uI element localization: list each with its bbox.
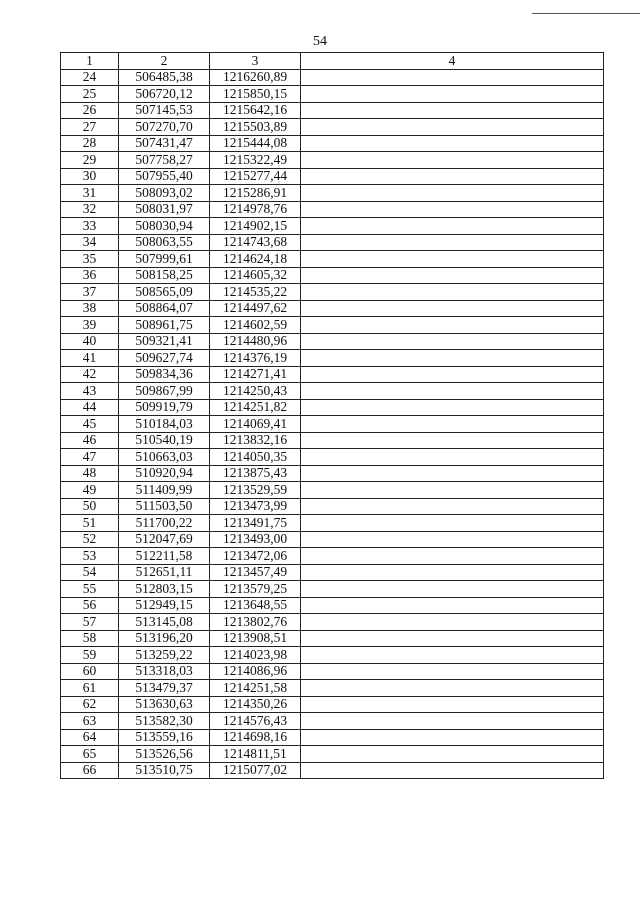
y-coordinate-cell: 1213457,49 (210, 564, 301, 581)
y-coordinate-cell: 1214978,76 (210, 201, 301, 218)
x-coordinate-cell: 508961,75 (119, 317, 210, 334)
y-coordinate-cell: 1215642,16 (210, 102, 301, 119)
x-coordinate-cell: 513510,75 (119, 762, 210, 779)
note-cell (301, 581, 604, 598)
y-coordinate-cell: 1213579,25 (210, 581, 301, 598)
point-number-cell: 53 (61, 548, 119, 565)
y-coordinate-cell: 1214624,18 (210, 251, 301, 268)
x-coordinate-cell: 513318,03 (119, 663, 210, 680)
note-cell (301, 168, 604, 185)
y-coordinate-cell: 1215503,89 (210, 119, 301, 136)
table-row (61, 102, 604, 119)
point-number-cell: 55 (61, 581, 119, 598)
note-cell (301, 465, 604, 482)
x-coordinate-cell: 508030,94 (119, 218, 210, 235)
table-row (61, 317, 604, 334)
point-number-cell: 47 (61, 449, 119, 466)
note-cell (301, 680, 604, 697)
note-cell (301, 614, 604, 631)
y-coordinate-cell: 1214743,68 (210, 234, 301, 251)
note-cell (301, 449, 604, 466)
table-row (61, 680, 604, 697)
note-cell (301, 86, 604, 103)
x-coordinate-cell: 513145,08 (119, 614, 210, 631)
point-number-cell: 51 (61, 515, 119, 532)
column-header: 4 (301, 53, 604, 70)
x-coordinate-cell: 508031,97 (119, 201, 210, 218)
y-coordinate-cell: 1214251,58 (210, 680, 301, 697)
y-coordinate-cell: 1215322,49 (210, 152, 301, 169)
column-header: 2 (119, 53, 210, 70)
x-coordinate-cell: 510920,94 (119, 465, 210, 482)
corner-mark (532, 13, 640, 14)
coordinates-table (60, 52, 604, 779)
y-coordinate-cell: 1213832,16 (210, 432, 301, 449)
table-body (61, 69, 604, 779)
table-row (61, 185, 604, 202)
point-number-cell: 41 (61, 350, 119, 367)
y-coordinate-cell: 1214811,51 (210, 746, 301, 763)
x-coordinate-cell: 509321,41 (119, 333, 210, 350)
table-row (61, 251, 604, 268)
table-row (61, 581, 604, 598)
note-cell (301, 69, 604, 86)
point-number-cell: 52 (61, 531, 119, 548)
table-row (61, 135, 604, 152)
x-coordinate-cell: 513582,30 (119, 713, 210, 730)
x-coordinate-cell: 508063,55 (119, 234, 210, 251)
x-coordinate-cell: 508158,25 (119, 267, 210, 284)
x-coordinate-cell: 507999,61 (119, 251, 210, 268)
note-cell (301, 663, 604, 680)
table-row (61, 498, 604, 515)
y-coordinate-cell: 1214576,43 (210, 713, 301, 730)
y-coordinate-cell: 1214086,96 (210, 663, 301, 680)
point-number-cell: 56 (61, 597, 119, 614)
point-number-cell: 35 (61, 251, 119, 268)
table-row (61, 729, 604, 746)
y-coordinate-cell: 1214251,82 (210, 399, 301, 416)
point-number-cell: 65 (61, 746, 119, 763)
y-coordinate-cell: 1214480,96 (210, 333, 301, 350)
y-coordinate-cell: 1214050,35 (210, 449, 301, 466)
note-cell (301, 597, 604, 614)
x-coordinate-cell: 508565,09 (119, 284, 210, 301)
table-row (61, 399, 604, 416)
point-number-cell: 62 (61, 696, 119, 713)
point-number-cell: 48 (61, 465, 119, 482)
note-cell (301, 119, 604, 136)
x-coordinate-cell: 513196,20 (119, 630, 210, 647)
page-number: 54 (313, 34, 327, 49)
table-row (61, 350, 604, 367)
x-coordinate-cell: 507270,70 (119, 119, 210, 136)
x-coordinate-cell: 512651,11 (119, 564, 210, 581)
note-cell (301, 498, 604, 515)
x-coordinate-cell: 513526,56 (119, 746, 210, 763)
point-number-cell: 34 (61, 234, 119, 251)
x-coordinate-cell: 511700,22 (119, 515, 210, 532)
y-coordinate-cell: 1213908,51 (210, 630, 301, 647)
note-cell (301, 696, 604, 713)
table-row (61, 333, 604, 350)
x-coordinate-cell: 509919,79 (119, 399, 210, 416)
x-coordinate-cell: 511503,50 (119, 498, 210, 515)
table-row (61, 383, 604, 400)
table-row (61, 69, 604, 86)
point-number-cell: 30 (61, 168, 119, 185)
y-coordinate-cell: 1214350,26 (210, 696, 301, 713)
note-cell (301, 630, 604, 647)
table-row (61, 713, 604, 730)
x-coordinate-cell: 507955,40 (119, 168, 210, 185)
point-number-cell: 29 (61, 152, 119, 169)
table-row (61, 218, 604, 235)
column-header: 1 (61, 53, 119, 70)
point-number-cell: 44 (61, 399, 119, 416)
column-header: 3 (210, 53, 301, 70)
x-coordinate-cell: 506485,38 (119, 69, 210, 86)
note-cell (301, 515, 604, 532)
note-cell (301, 201, 604, 218)
x-coordinate-cell: 508093,02 (119, 185, 210, 202)
table-row (61, 284, 604, 301)
point-number-cell: 43 (61, 383, 119, 400)
note-cell (301, 284, 604, 301)
note-cell (301, 185, 604, 202)
note-cell (301, 564, 604, 581)
x-coordinate-cell: 512803,15 (119, 581, 210, 598)
point-number-cell: 46 (61, 432, 119, 449)
table-row (61, 696, 604, 713)
table-row (61, 515, 604, 532)
note-cell (301, 647, 604, 664)
table-row (61, 119, 604, 136)
table-row (61, 86, 604, 103)
x-coordinate-cell: 507145,53 (119, 102, 210, 119)
note-cell (301, 482, 604, 499)
table-row (61, 152, 604, 169)
x-coordinate-cell: 512211,58 (119, 548, 210, 565)
point-number-cell: 31 (61, 185, 119, 202)
point-number-cell: 59 (61, 647, 119, 664)
note-cell (301, 300, 604, 317)
point-number-cell: 49 (61, 482, 119, 499)
point-number-cell: 45 (61, 416, 119, 433)
note-cell (301, 251, 604, 268)
y-coordinate-cell: 1214069,41 (210, 416, 301, 433)
x-coordinate-cell: 506720,12 (119, 86, 210, 103)
point-number-cell: 37 (61, 284, 119, 301)
point-number-cell: 64 (61, 729, 119, 746)
note-cell (301, 333, 604, 350)
table-row (61, 449, 604, 466)
y-coordinate-cell: 1213875,43 (210, 465, 301, 482)
point-number-cell: 54 (61, 564, 119, 581)
note-cell (301, 531, 604, 548)
note-cell (301, 102, 604, 119)
table-row (61, 647, 604, 664)
x-coordinate-cell: 507758,27 (119, 152, 210, 169)
y-coordinate-cell: 1216260,89 (210, 69, 301, 86)
point-number-cell: 42 (61, 366, 119, 383)
point-number-cell: 60 (61, 663, 119, 680)
table-row (61, 663, 604, 680)
point-number-cell: 38 (61, 300, 119, 317)
y-coordinate-cell: 1214605,32 (210, 267, 301, 284)
note-cell (301, 317, 604, 334)
y-coordinate-cell: 1213493,00 (210, 531, 301, 548)
note-cell (301, 746, 604, 763)
note-cell (301, 350, 604, 367)
y-coordinate-cell: 1213473,99 (210, 498, 301, 515)
note-cell (301, 152, 604, 169)
y-coordinate-cell: 1215444,08 (210, 135, 301, 152)
point-number-cell: 63 (61, 713, 119, 730)
x-coordinate-cell: 512047,69 (119, 531, 210, 548)
x-coordinate-cell: 507431,47 (119, 135, 210, 152)
point-number-cell: 61 (61, 680, 119, 697)
note-cell (301, 218, 604, 235)
x-coordinate-cell: 510184,03 (119, 416, 210, 433)
table-header-row (61, 53, 604, 70)
y-coordinate-cell: 1214376,19 (210, 350, 301, 367)
table-row (61, 432, 604, 449)
y-coordinate-cell: 1213472,06 (210, 548, 301, 565)
table-row (61, 300, 604, 317)
table-row (61, 597, 604, 614)
y-coordinate-cell: 1214023,98 (210, 647, 301, 664)
y-coordinate-cell: 1215277,44 (210, 168, 301, 185)
table-row (61, 366, 604, 383)
note-cell (301, 383, 604, 400)
note-cell (301, 399, 604, 416)
y-coordinate-cell: 1214602,59 (210, 317, 301, 334)
note-cell (301, 432, 604, 449)
table-row (61, 630, 604, 647)
x-coordinate-cell: 510663,03 (119, 449, 210, 466)
x-coordinate-cell: 509867,99 (119, 383, 210, 400)
table-row (61, 762, 604, 779)
x-coordinate-cell: 509627,74 (119, 350, 210, 367)
point-number-cell: 32 (61, 201, 119, 218)
note-cell (301, 234, 604, 251)
y-coordinate-cell: 1214698,16 (210, 729, 301, 746)
note-cell (301, 366, 604, 383)
point-number-cell: 26 (61, 102, 119, 119)
table-row (61, 746, 604, 763)
y-coordinate-cell: 1214250,43 (210, 383, 301, 400)
y-coordinate-cell: 1215286,91 (210, 185, 301, 202)
x-coordinate-cell: 509834,36 (119, 366, 210, 383)
y-coordinate-cell: 1213802,76 (210, 614, 301, 631)
y-coordinate-cell: 1215077,02 (210, 762, 301, 779)
table-row (61, 267, 604, 284)
table-row (61, 168, 604, 185)
point-number-cell: 24 (61, 69, 119, 86)
table-row (61, 234, 604, 251)
y-coordinate-cell: 1213491,75 (210, 515, 301, 532)
table-row (61, 201, 604, 218)
table-row (61, 531, 604, 548)
table-row (61, 614, 604, 631)
point-number-cell: 39 (61, 317, 119, 334)
point-number-cell: 50 (61, 498, 119, 515)
y-coordinate-cell: 1214535,22 (210, 284, 301, 301)
point-number-cell: 66 (61, 762, 119, 779)
table-row (61, 465, 604, 482)
table-row (61, 482, 604, 499)
x-coordinate-cell: 513479,37 (119, 680, 210, 697)
note-cell (301, 713, 604, 730)
note-cell (301, 548, 604, 565)
x-coordinate-cell: 513559,16 (119, 729, 210, 746)
note-cell (301, 762, 604, 779)
point-number-cell: 25 (61, 86, 119, 103)
point-number-cell: 27 (61, 119, 119, 136)
point-number-cell: 40 (61, 333, 119, 350)
note-cell (301, 729, 604, 746)
note-cell (301, 135, 604, 152)
point-number-cell: 36 (61, 267, 119, 284)
point-number-cell: 28 (61, 135, 119, 152)
note-cell (301, 416, 604, 433)
note-cell (301, 267, 604, 284)
point-number-cell: 33 (61, 218, 119, 235)
y-coordinate-cell: 1213648,55 (210, 597, 301, 614)
point-number-cell: 58 (61, 630, 119, 647)
x-coordinate-cell: 511409,99 (119, 482, 210, 499)
y-coordinate-cell: 1214271,41 (210, 366, 301, 383)
x-coordinate-cell: 513630,63 (119, 696, 210, 713)
y-coordinate-cell: 1214497,62 (210, 300, 301, 317)
y-coordinate-cell: 1215850,15 (210, 86, 301, 103)
x-coordinate-cell: 512949,15 (119, 597, 210, 614)
x-coordinate-cell: 508864,07 (119, 300, 210, 317)
table-row (61, 564, 604, 581)
table-row (61, 548, 604, 565)
x-coordinate-cell: 510540,19 (119, 432, 210, 449)
y-coordinate-cell: 1214902,15 (210, 218, 301, 235)
point-number-cell: 57 (61, 614, 119, 631)
x-coordinate-cell: 513259,22 (119, 647, 210, 664)
y-coordinate-cell: 1213529,59 (210, 482, 301, 499)
table-row (61, 416, 604, 433)
